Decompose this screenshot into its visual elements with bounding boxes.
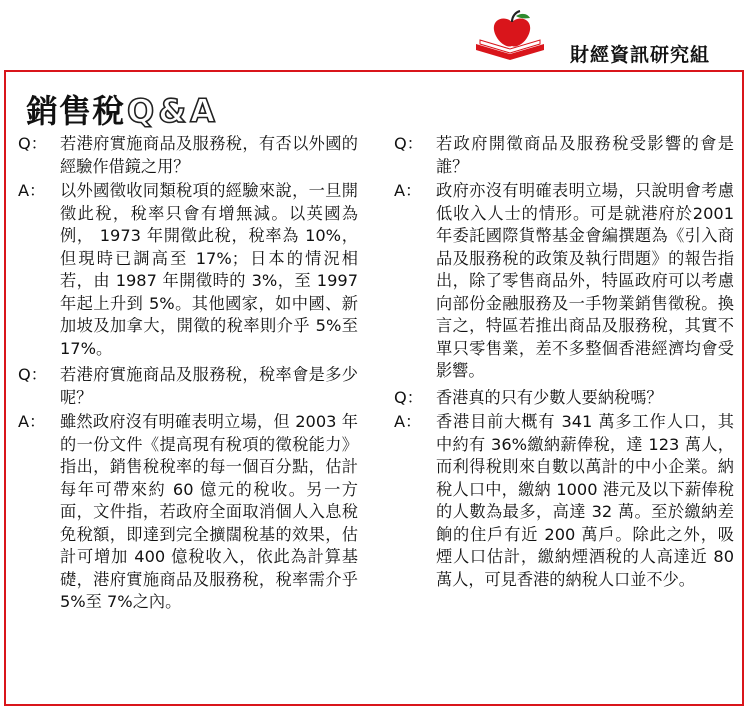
question-mark: Q：: [394, 134, 423, 153]
question-text: 若港府實施商品及服務稅，有否以外國的經驗作借鏡之用？: [60, 134, 358, 176]
answer-text: 雖然政府沒有明確表明立場，但 2003 年的一份文件《提高現有稅項的徵稅能力》指出，銷售稅稅率的每一個百分點，估計每年可帶來約 60 億元的稅收。另一方面，文件指，若政府全面取消個人入息稅免稅額，即達到完全擴闊稅基的效果，估計可增加 400 億稅收入，依此為計算基礎，港府實施商品及服務稅，稅率需介乎 5%至 7%之內。: [60, 412, 358, 611]
question-text: 若港府實施商品及服務稅，稅率會是多少呢？: [60, 365, 358, 407]
apple-book-logo-icon: [470, 10, 550, 66]
question-mark: Q：: [18, 134, 47, 153]
right-column: [394, 133, 734, 595]
qa-answer: [394, 180, 734, 383]
question-text: 香港真的只有少數人要納稅嗎？: [436, 387, 663, 407]
qa-question: [394, 387, 734, 410]
qa-question: [394, 133, 734, 178]
question-mark: Q：: [18, 365, 47, 384]
left-column: [18, 133, 358, 618]
answer-mark: A：: [18, 412, 46, 431]
answer-mark: A：: [18, 181, 46, 200]
title-qa: Q&A: [127, 92, 219, 130]
qa-question: [18, 133, 358, 178]
answer-text: 政府亦沒有明確表明立場，只說明會考慮低收入人士的情形。可是就港府於2001年委託國際貨幣基金會編撰題為《引入商品及服務稅的政策及執行問題》的報告指出，除了零售商品外，特區政府可以考慮向部份金融服務及一手物業銷售徵稅。換言之，特區若推出商品及服務稅，其實不單只零售業，差不多整個香港經濟均會受影響。: [436, 181, 734, 380]
qa-answer: [394, 411, 734, 591]
qa-question: [18, 364, 358, 409]
answer-mark: A：: [394, 412, 422, 431]
question-mark: Q：: [394, 387, 423, 407]
qa-answer: [18, 411, 358, 614]
question-text: 若政府開徵商品及服務稅受影響的會是誰？: [436, 134, 734, 176]
page-title: [26, 86, 219, 132]
brand-name: 財經資訊研究組: [570, 44, 711, 66]
answer-mark: A：: [394, 181, 422, 200]
answer-text: 以外國徵收同類稅項的經驗來說，一旦開徵此稅，稅率只會有增無減。以英國為例， 1973 年開徵此稅，稅率為 10%，但現時已調高至 17%；日本的情況相若，由 1987 年開徵時的 3%，至 1997 年起上升到 5%。其他國家，如中國、新加坡及加拿大，開徵的稅率則介乎 5%至 17%。: [60, 181, 358, 358]
answer-text: 香港目前大概有 341 萬多工作人口，其中約有 36%繳納薪俸稅，達 123 萬人，而利得稅則來自數以萬計的中小企業。納稅人口中，繳納 1000 港元及以下薪俸稅的人數為最多，高達 32 萬。至於繳納差餉的住戶有近 200 萬戶。除此之外，吸煙人口估計，繳納煙酒稅的人高達近 80 萬人，可見香港的納稅人口並不少。: [436, 412, 734, 589]
qa-answer: [18, 180, 358, 360]
title-chinese: 銷售稅: [26, 92, 126, 130]
